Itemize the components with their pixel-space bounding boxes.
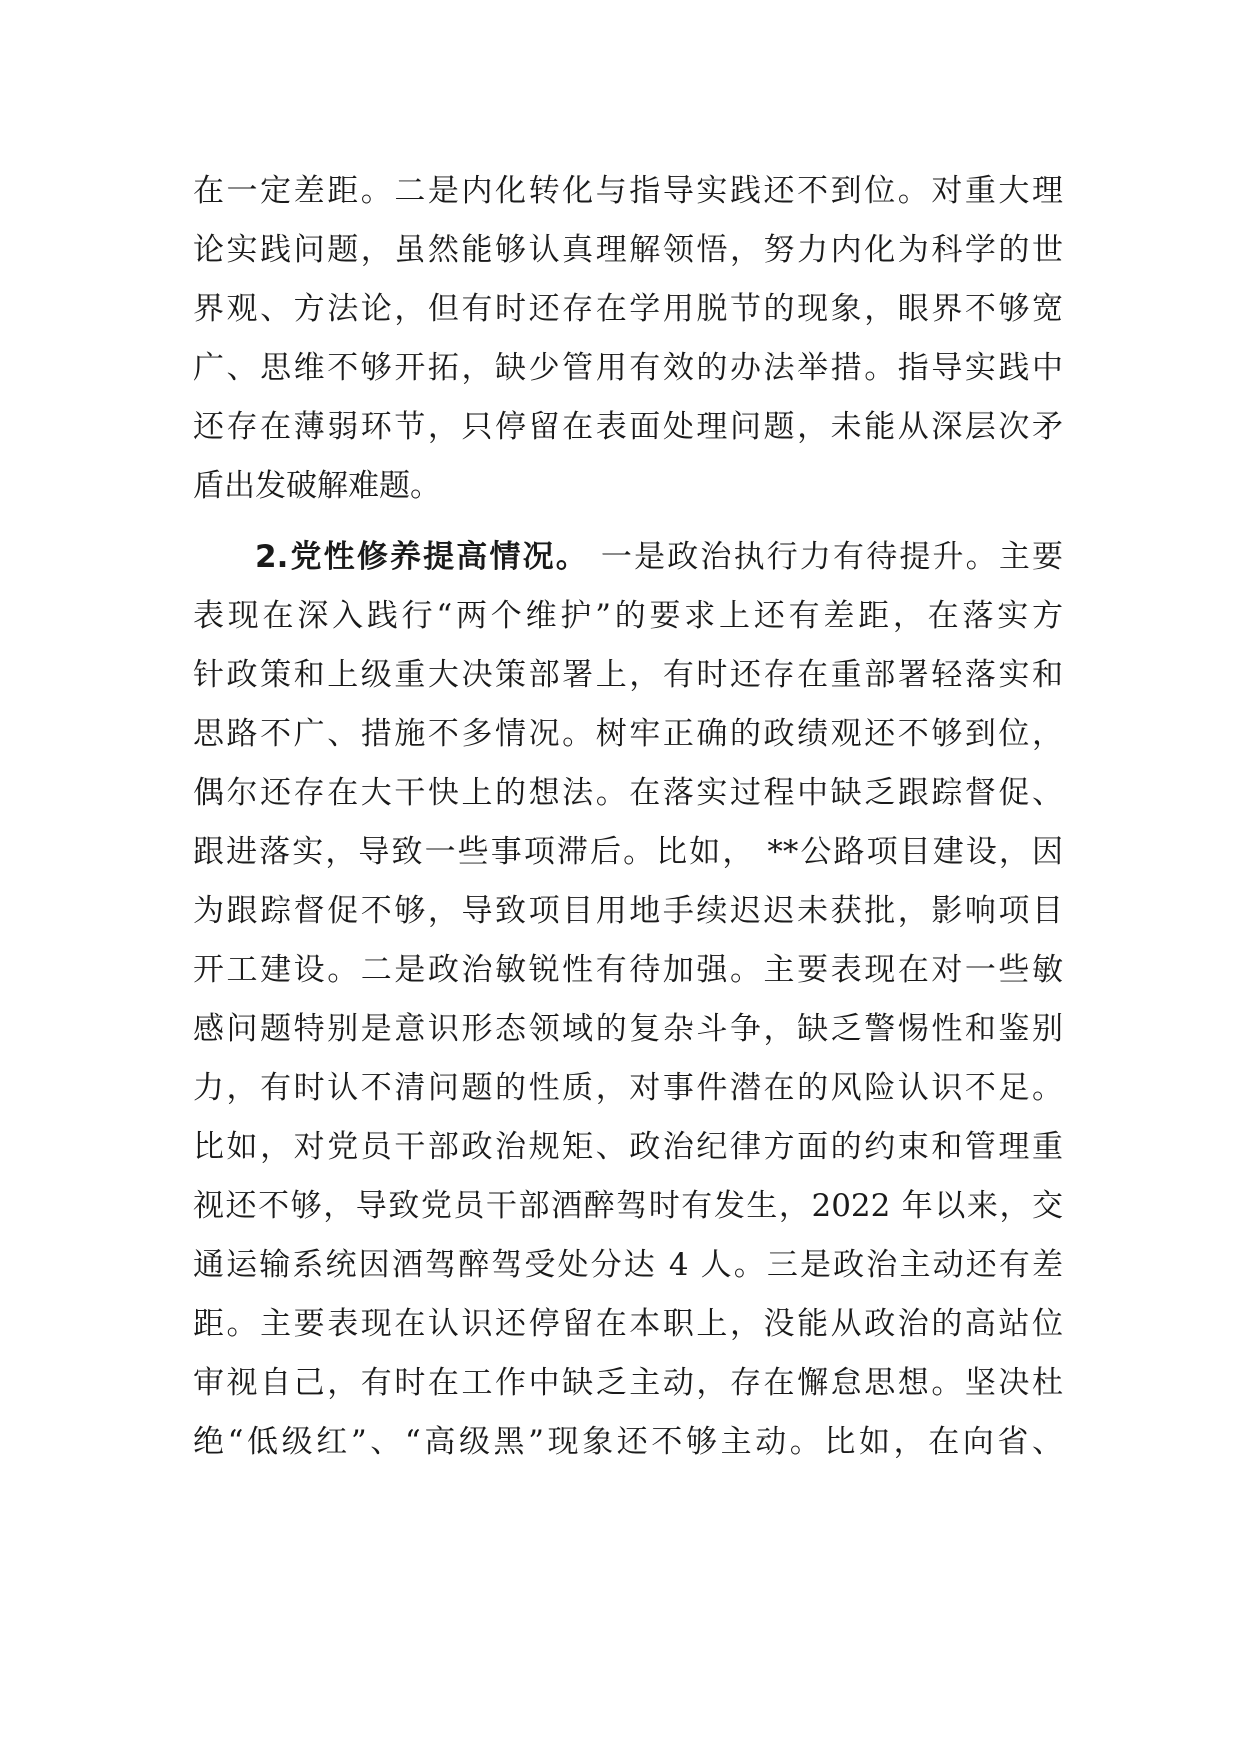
paragraph-2-line: 跟进落实，导致一些事项滞后。比如， **公路项目建设，因 (193, 834, 1063, 870)
paragraph-1-line: 盾出发破解难题。 (193, 468, 441, 504)
paragraph-2-line: 感问题特别是意识形态领域的复杂斗争，缺乏警惕性和鉴别 (193, 1011, 1063, 1047)
paragraph-1-line: 在一定差距。二是内化转化与指导实践还不到位。对重大理 (193, 173, 1063, 209)
paragraph-2-line: 视还不够，导致党员干部酒醉驾时有发生，2022 年以来，交 (193, 1188, 1063, 1224)
paragraph-2-line: 针政策和上级重大决策部署上，有时还存在重部署轻落实和 (193, 657, 1063, 693)
section-heading: 2.党性修养提高情况。 (255, 539, 589, 575)
paragraph-2-line: 力，有时认不清问题的性质，对事件潜在的风险认识不足。 (193, 1070, 1063, 1106)
paragraph-1-line: 界观、方法论，但有时还存在学用脱节的现象，眼界不够宽 (193, 291, 1063, 327)
paragraph-2 (193, 528, 1063, 1472)
body-text (193, 162, 1063, 1472)
paragraph-1-line: 论实践问题，虽然能够认真理解领悟，努力内化为科学的世 (193, 232, 1063, 268)
paragraph-1 (193, 162, 1063, 516)
paragraph-2-line: 思路不广、措施不多情况。树牢正确的政绩观还不够到位， (193, 716, 1063, 752)
paragraph-2-line: 为跟踪督促不够，导致项目用地手续迟迟未获批，影响项目 (193, 893, 1063, 929)
paragraph-2-line: 开工建设。二是政治敏锐性有待加强。主要表现在对一些敏 (193, 952, 1063, 988)
paragraph-2-first-line-text: 一是政治执行力有待提升。主要 (588, 539, 1063, 575)
paragraph-2-line: 比如，对党员干部政治规矩、政治纪律方面的约束和管理重 (193, 1129, 1063, 1165)
paragraph-2-first-line (193, 528, 1063, 587)
paragraph-1-line: 广、思维不够开拓，缺少管用有效的办法举措。指导实践中 (193, 350, 1063, 386)
paragraph-2-line: 绝“低级红”、“高级黑”现象还不够主动。比如，在向省、 (193, 1424, 1063, 1460)
paragraph-gap (193, 516, 1063, 528)
paragraph-2-line: 审视自己，有时在工作中缺乏主动，存在懈怠思想。坚决杜 (193, 1365, 1063, 1401)
paragraph-2-line: 通运输系统因酒驾醉驾受处分达 4 人。三是政治主动还有差 (193, 1247, 1063, 1283)
paragraph-2-line: 偶尔还存在大干快上的想法。在落实过程中缺乏跟踪督促、 (193, 775, 1063, 811)
paragraph-2-line: 表现在深入践行“两个维护”的要求上还有差距，在落实方 (193, 598, 1063, 634)
paragraph-2-line: 距。主要表现在认识还停留在本职上，没能从政治的高站位 (193, 1306, 1063, 1342)
paragraph-1-line: 还存在薄弱环节，只停留在表面处理问题，未能从深层次矛 (193, 409, 1063, 445)
